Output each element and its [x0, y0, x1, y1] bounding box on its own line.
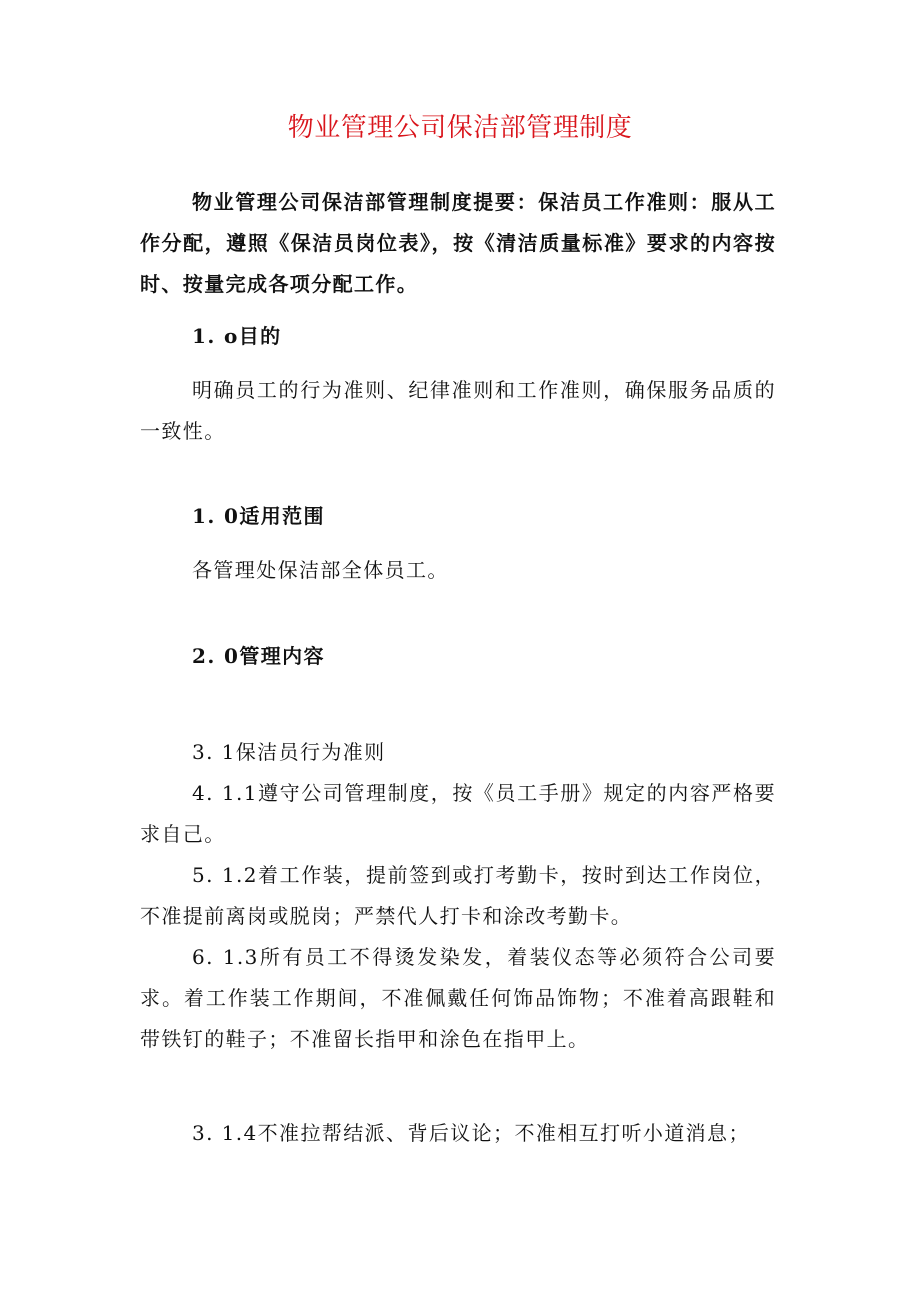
list-item-rule-1-2: 5. 1.2着工作装，提前签到或打考勤卡，按时到达工作岗位，不准提前离岗或脱岗；严禁代人打卡和涂改考勤卡。 — [140, 863, 776, 928]
list-item-rule-1-1: 4. 1.1遵守公司管理制度，按《员工手册》规定的内容严格要求自己。 — [140, 781, 776, 846]
document-title: 物业管理公司保洁部管理制度 — [287, 113, 633, 143]
section-heading-content: 2. 0管理内容 — [192, 644, 325, 668]
scope-paragraph: 各管理处保洁部全体员工。 — [192, 558, 449, 582]
purpose-paragraph: 明确员工的行为准则、纪律准则和工作准则，确保服务品质的一致性。 — [140, 378, 776, 443]
list-item-behavior-rules: 3. 1保洁员行为准则 — [192, 740, 386, 764]
section-heading-purpose: 1. o目的 — [192, 324, 282, 348]
list-item-rule-1-3: 6. 1.3所有员工不得烫发染发，着装仪态等必须符合公司要求。着工作装工作期间，不准佩戴任何饰品饰物；不准着高跟鞋和带铁钉的鞋子；不准留长指甲和涂色在指甲上。 — [140, 945, 776, 1051]
section-heading-scope: 1. 0适用范围 — [192, 504, 325, 528]
list-item-rule-1-4: 3. 1.4不准拉帮结派、背后议论；不准相互打听小道消息； — [192, 1121, 750, 1145]
summary-paragraph: 物业管理公司保洁部管理制度提要：保洁员工作准则：服从工作分配，遵照《保洁员岗位表》，按《清洁质量标准》要求的内容按时、按量完成各项分配工作。 — [140, 190, 776, 296]
